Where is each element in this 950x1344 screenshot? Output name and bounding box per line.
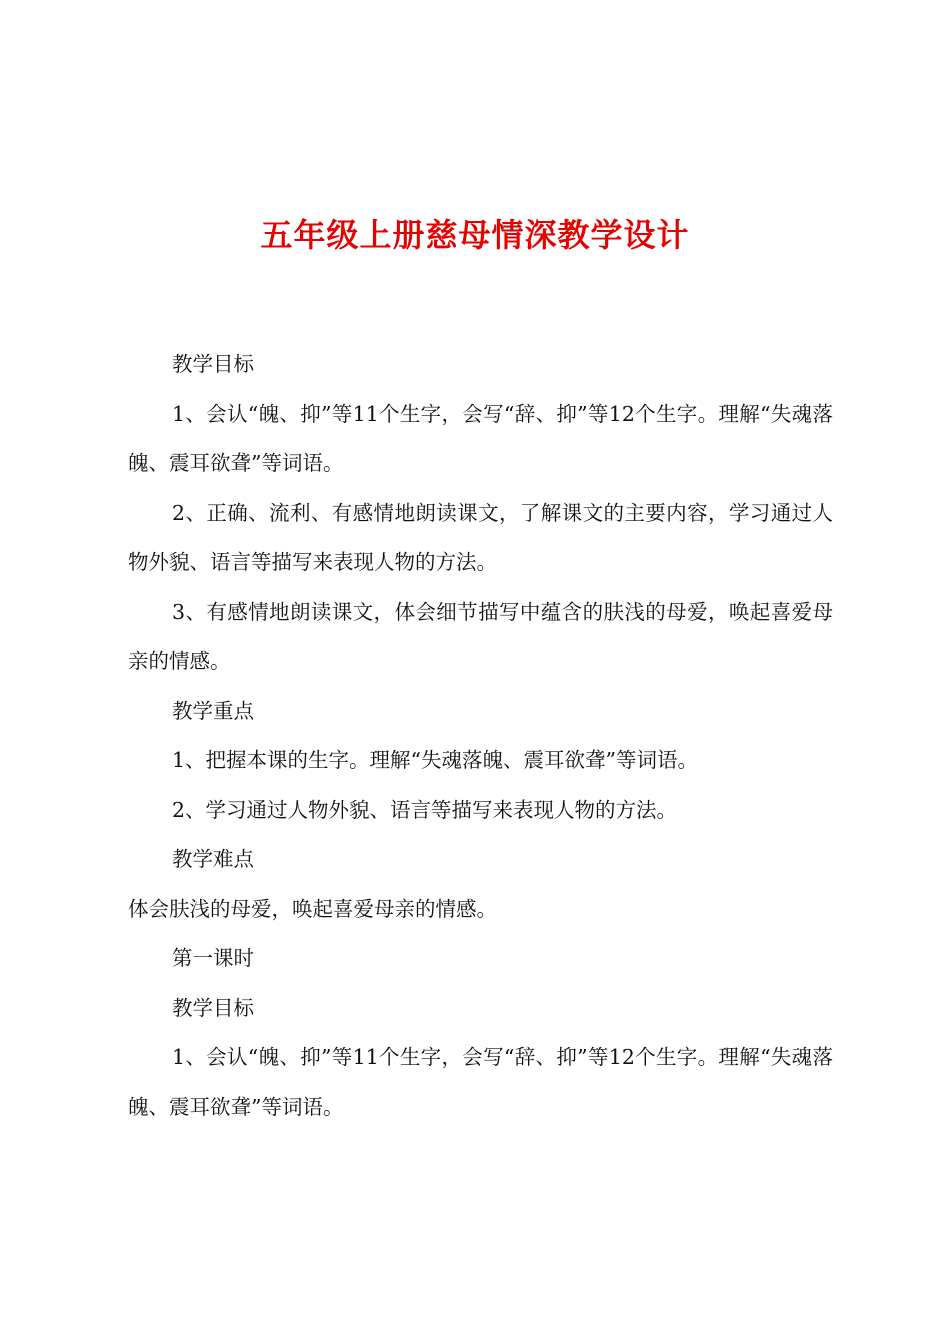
heading-first-lesson: 第一课时 (172, 946, 254, 970)
focus-item-2: 2、学习通过人物外貌、语言等描写来表现人物的方法。 (172, 797, 678, 822)
document-body (128, 340, 833, 1132)
focus-item-1: 1、把握本课的生字。理解“失魂落魄、震耳欲聋”等词语。 (172, 748, 699, 772)
goal-item-2: 2、正确、流利、有感情地朗读课文，了解课文的主要内容，学习通过人物外貌、语言等描写来表现人物的方法。 (128, 500, 833, 574)
document-title: 五年级上册慈母情深教学设计 (260, 216, 690, 254)
heading-teaching-goals: 教学目标 (172, 352, 254, 376)
goal-item-1-repeat: 1、会认“魄、抑”等11个生字，会写“辞、抑”等12个生字。理解“失魂落魄、震耳欲聋”等词语。 (128, 1045, 833, 1119)
goal-item-3: 3、有感情地朗读课文，体会细节描写中蕴含的肤浅的母爱，唤起喜爱母亲的情感。 (128, 599, 833, 673)
goal-item-1: 1、会认“魄、抑”等11个生字，会写“辞、抑”等12个生字。理解“失魂落魄、震耳欲聋”等词语。 (128, 401, 833, 475)
heading-teaching-focus: 教学重点 (172, 698, 254, 723)
heading-teaching-difficulty: 教学难点 (172, 847, 254, 871)
heading-teaching-goals-2: 教学目标 (172, 995, 254, 1020)
difficulty-text: 体会肤浅的母爱，唤起喜爱母亲的情感。 (128, 896, 497, 921)
